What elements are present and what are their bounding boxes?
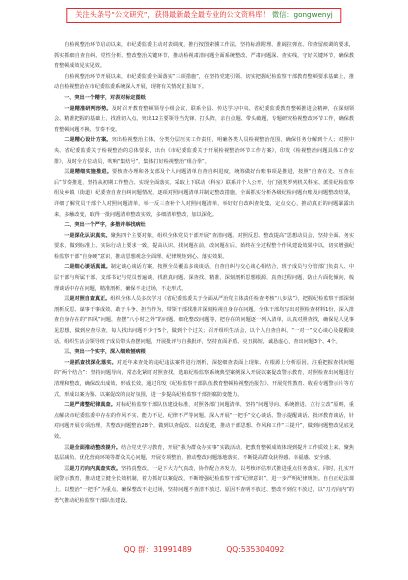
banner-text: 关注头条号“公文研究”，获得最新最全最专业的公文资料库！ xyxy=(75,10,270,19)
footer-qq-group: QQ 群：31991489 xyxy=(123,545,192,554)
subsection-paragraph xyxy=(54,358,354,400)
subsection-lead: 二是精心设计方案。 xyxy=(64,137,112,144)
subsection-text: 对标纪检监察干部队伍建设标准，对照各部门问题清单，坚持“问题导向、系统推进、立行立改”原则，重点解决市纪委监委中存在的作风不实、能力不足、纪律不严等问题。深入开展“一把手”交心谈话、警示提醒谈话、批评教育谈话，针对问题开展专项治理，共整改问题整治28个，做到以查促改、以改促建，推动干部思想、作风和工作“三提升”，做到问题整改见底见效。 xyxy=(54,402,354,440)
subsection-lead: 一是深化认识真实。 xyxy=(64,232,111,239)
subsection-text: 聚焦四个主要对象，组织全体党员干部开展“查清问题、对照反思、整改提高”思想动员会，坚持全面、务实要求，做到标准上、实际行动上要求一致，提高认识、找问题在前，改问题在后，始终在全过程整个作风建设效果中以，切实增强纪检监察干部“自身硬”意识，推动思想观念全面理、纪律规矩到心、落实效果。 xyxy=(54,232,354,260)
subsection-lead: 三是全面推动整改提升。 xyxy=(64,444,122,451)
body-paragraph: 自检视整治环节启动以来，市纪委监委主动对表调度，推行按图索骥工作法，坚持标准附理、准阔拉弹直、印查留痕调的要求，抓实抓细自查自纠、党性分析、整改整治关键环节，推动检视肃清问题全面系统整改、严肃问题深、查实线、守好关键环节，确保教育整顿成效见实见效。 xyxy=(54,42,354,70)
subsection-lead: 一是精准研判形势。 xyxy=(64,105,112,112)
subsection-lead: 三是对照自查真正。 xyxy=(64,296,111,303)
subsection-paragraph xyxy=(54,104,354,136)
subsection-text: 组织全体人员多次学习《省纪委监委关于全面从严治党主体责任检查考核“八步法”》，把握纪检监察干部深刻剖析反思、谋事干事成效、敢于斗争、担当作为，带领干部找准并深刻检视自身存在问题。全体干部均写出对照检查材料1份，深入排查自身存在的“四风”问题，查摆“八小时之外”的问题、细化整改问题等，把存在的问题逐一列入清单，认真对照查找，确保见人见事见思想，做到应查尽查，每人找出问题不少于5个，做到个个过关；召开组织生活会，以个人自查自纠、“一对一”交心谈心及提醒谈话，组织生活会领导班子成员带头查摆问题，开展批评与自我批评，坚持直面矛盾、亮丑揭短，诚恳虚心，查出问题3个、4个。 xyxy=(54,296,354,345)
subsection-text: 对近年来查处的违纪违法案件进行剖析，深挖细查表面上现象、在根源上分析原因。注重把握查找问题的“两个结合”：坚持问题导向，常态化紧盯对照查找，选取纪检监察系统典型案例深入开展以案促改警示教育，对照检查出问题进行清理和整改，确保改出成效、形成长效。通过印发《纪检监察干部队伍教育整顿检视整治报告》、开展党性教育、收看专题警示片等方式，形成以案为鉴、以案促改的良好氛围，进一步提高纪检监察干部拒腐防变能力。 xyxy=(54,359,354,398)
subsection-paragraph xyxy=(54,294,354,347)
subsection-paragraph xyxy=(54,262,354,294)
footer xyxy=(0,544,408,555)
section-heading: 一、突出一个精字，对表对标定图纸 xyxy=(64,94,146,101)
subsection-paragraph xyxy=(54,135,354,167)
subsection-text: 结合党史学习教育，开展“我为群众办实事”实践活动，把教育整顿成效体现到提升工作质效上来。聚焦基层减负、优化营商环境等群众关心问题，开展专项整治，推动整改问题落地落实，不断提高群众获得感、幸福感、安全感。 xyxy=(54,444,354,462)
subsection-text: 坚持真整改。一是下大力气真改，协作配合齐发力，以考核评估形式推进重点任务落实。同时，扎实开展警示教育，推动建立健全长效机制，着力抓好以案促改，不断增强纪检监察干部“纪律意识”，进一步严明纪律规矩。自自正纪法课上，以整治“一把手”为重点，确保整改不走过场，坚持问题不查清不放过、原因不查明不放过、整改不到位不放过，以“刀刃向内”的勇气推动纪检监察干部队伍建设。 xyxy=(54,465,354,504)
document-body xyxy=(54,40,354,540)
banner-wechat-label: 微信： xyxy=(271,10,294,19)
banner-wechat-id: gongwenyj xyxy=(293,10,333,19)
body-paragraph: 自检视整治环节开展以来，市纪委监委全面落实“三项措施”，在坚持党建引领、切实把握纪检监察干部教育整顿要求基础上，推动自检视整治在市纪委监委系统深入开展，现将有关情况汇报如下。 xyxy=(54,73,354,91)
section-heading: 三、突出一个实字，深入细致刨病根 xyxy=(64,349,146,356)
subsection-text: 要核查办理和各支部及个人问题清单自查自纠进度，统筹做好台账事项是推进，按照“自查在先、互查在后”节奏推进，坚持从初期工作整合、实现全面落实。采取上下联动（科室）联系并个人公开，分门别类罗列机关科室、派驻纪检监察组及乡镇（街道）纪委查自查自纠问题情况，逐项对照问题清单并制定整改措施，全面抓实分析各级纪检问题台账及问题整改结果，详细了解党员干部个人对照问题清单，举一反三查补个人对照问题清单，举好好自改纠查处集，定点交心，推动真正的问题暴露出来，多触改变，取得一批问题清单整改实效，多细清单整改，加以深化。 xyxy=(54,169,354,218)
subsection-lead: 二是严肃整纪律真查。 xyxy=(64,402,116,409)
subsection-paragraph xyxy=(54,464,354,506)
section-heading: 二、突出一个严字，多措并举找病灶 xyxy=(64,222,146,229)
subsection-lead: 三是刀刃向内真查实改。 xyxy=(64,465,122,472)
subsection-lead: 二是细心谈话真诚。 xyxy=(64,264,111,271)
subsection-paragraph xyxy=(54,443,354,464)
subsection-lead: 三是精细实施推进。 xyxy=(64,169,113,176)
subsection-lead: 一是抓查找深化落实。 xyxy=(64,359,117,366)
subsection-paragraph xyxy=(54,231,354,263)
header-banner xyxy=(66,8,341,23)
footer-qq: QQ:535304092 xyxy=(226,545,285,554)
subsection-text: 制定谈心谈话方案，按照全员覆盖多谈谈话，自查自纠与交心谈心相结合，班子成员与分管部门负责人、中层干部与所属干部、支部书记与党员普遍谈，找准真问题、深查找、精准、深刻剖析思想根源，真查过程问题，防止片面化倾向，梳理谈话中存在问题，精准剖析，确保不走过场，不走形式。 xyxy=(54,264,354,292)
subsection-paragraph xyxy=(54,167,354,220)
subsection-text: 及时召开教育整顿领导小组会议，联系全县、传达学习中央、省纪委监委教育整顿推进会精神，在深刻领会、精准把握的基础上，找准切入点。突出12主要领导当先锋、打头阵，亲自点题、带头破题，专题研究检视整改环节工作，确保教育整顿问题不换、节奏不变。 xyxy=(54,105,354,133)
subsection-text: 突出检视整治主体，分类分层压实工作责任，明确各类人员检视整治范围，确保任务分解到个人；对照中央、省纪委监委关于检视整治的总体要求，出台《市纪委监委关于开展检视整治环节工作方案》，印发《检视整治问题具体工作安排》，及时全方位动员，吹响“集结号”，集体打好检视整治“组合拳”。 xyxy=(54,137,354,165)
subsection-paragraph xyxy=(54,400,354,442)
